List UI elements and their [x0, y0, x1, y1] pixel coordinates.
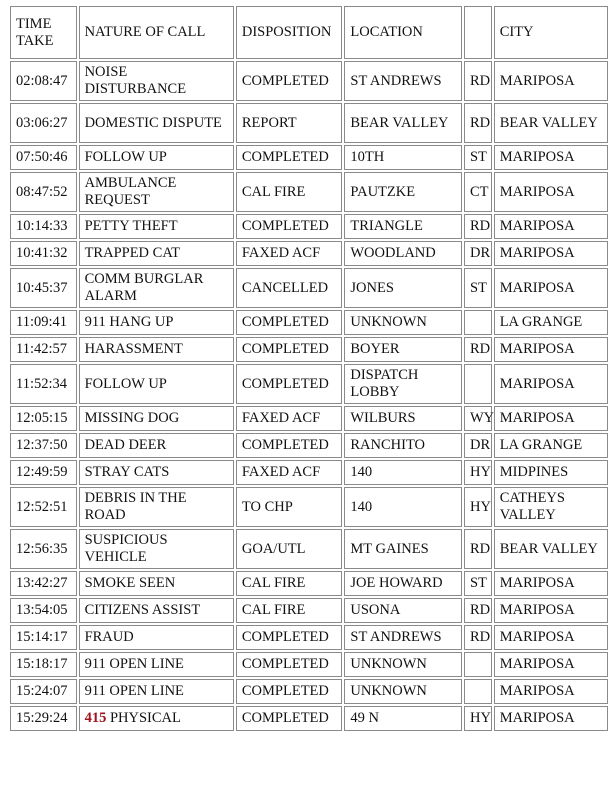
- cell-nature-of-call: DOMESTIC DISPUTE: [79, 103, 234, 143]
- cell-city: MARIPOSA: [494, 625, 608, 650]
- cell-nature-of-call: MISSING DOG: [79, 406, 234, 431]
- cell-nature-of-call: PETTY THEFT: [79, 214, 234, 239]
- cell-disposition: COMPLETED: [236, 625, 343, 650]
- cell-suffix: WY: [464, 406, 492, 431]
- cell-city: LA GRANGE: [494, 433, 608, 458]
- cell-time: 02:08:47: [10, 61, 77, 101]
- cell-location: UNKNOWN: [344, 310, 462, 335]
- cell-suffix: RD: [464, 214, 492, 239]
- cell-time: 07:50:46: [10, 145, 77, 170]
- cell-time: 12:37:50: [10, 433, 77, 458]
- cell-nature-of-call: FOLLOW UP: [79, 364, 234, 404]
- cell-time: 11:52:34: [10, 364, 77, 404]
- table-body: [10, 61, 608, 731]
- cell-suffix: [464, 310, 492, 335]
- table-row: [10, 598, 608, 623]
- cell-location: ST ANDREWS: [344, 61, 462, 101]
- cell-disposition: CAL FIRE: [236, 598, 343, 623]
- cell-suffix: HY: [464, 706, 492, 731]
- cell-time: 12:49:59: [10, 460, 77, 485]
- cell-location: BOYER: [344, 337, 462, 362]
- cell-nature-of-call: 911 HANG UP: [79, 310, 234, 335]
- cell-location: MT GAINES: [344, 529, 462, 569]
- cell-disposition: FAXED ACF: [236, 460, 343, 485]
- cell-city: MARIPOSA: [494, 679, 608, 704]
- cell-disposition: GOA/UTL: [236, 529, 343, 569]
- cell-city: MIDPINES: [494, 460, 608, 485]
- cell-nature-of-call: 911 OPEN LINE: [79, 652, 234, 677]
- cell-city: MARIPOSA: [494, 571, 608, 596]
- cell-nature-of-call: SUSPICIOUS VEHICLE: [79, 529, 234, 569]
- cell-city: LA GRANGE: [494, 310, 608, 335]
- cell-time: 12:05:15: [10, 406, 77, 431]
- cell-location: RANCHITO: [344, 433, 462, 458]
- cell-time: 08:47:52: [10, 172, 77, 212]
- cell-time: 13:54:05: [10, 598, 77, 623]
- cell-nature-of-call: TRAPPED CAT: [79, 241, 234, 266]
- cell-suffix: [464, 364, 492, 404]
- cell-time: 15:29:24: [10, 706, 77, 731]
- table-row: [10, 364, 608, 404]
- cell-nature-of-call: DEAD DEER: [79, 433, 234, 458]
- cell-disposition: COMPLETED: [236, 214, 343, 239]
- cell-city: BEAR VALLEY: [494, 103, 608, 143]
- cell-location: JOE HOWARD: [344, 571, 462, 596]
- cell-disposition: COMPLETED: [236, 706, 343, 731]
- cell-location: UNKNOWN: [344, 652, 462, 677]
- table-row: [10, 145, 608, 170]
- cell-nature-of-call: FRAUD: [79, 625, 234, 650]
- cell-disposition: COMPLETED: [236, 337, 343, 362]
- table-row: [10, 433, 608, 458]
- cell-suffix: RD: [464, 529, 492, 569]
- cell-location: USONA: [344, 598, 462, 623]
- cell-city: MARIPOSA: [494, 268, 608, 308]
- cell-city: MARIPOSA: [494, 364, 608, 404]
- table-row: [10, 679, 608, 704]
- cell-suffix: DR: [464, 241, 492, 266]
- cell-location: 10TH: [344, 145, 462, 170]
- cell-location: JONES: [344, 268, 462, 308]
- cell-disposition: COMPLETED: [236, 433, 343, 458]
- header-disposition: DISPOSITION: [236, 6, 343, 59]
- cell-disposition: FAXED ACF: [236, 406, 343, 431]
- table-row: [10, 529, 608, 569]
- table-row: [10, 625, 608, 650]
- cell-city: MARIPOSA: [494, 145, 608, 170]
- cell-city: MARIPOSA: [494, 172, 608, 212]
- header-time: TIME TAKE: [10, 6, 77, 59]
- cell-disposition: CAL FIRE: [236, 172, 343, 212]
- cell-location: TRIANGLE: [344, 214, 462, 239]
- cell-location: 140: [344, 487, 462, 527]
- table-row: [10, 406, 608, 431]
- cell-time: 10:14:33: [10, 214, 77, 239]
- header-location: LOCATION: [344, 6, 462, 59]
- cell-time: 10:41:32: [10, 241, 77, 266]
- nature-text: PHYSICAL: [109, 710, 181, 726]
- cell-time: 15:24:07: [10, 679, 77, 704]
- cell-location: WILBURS: [344, 406, 462, 431]
- cell-time: 12:52:51: [10, 487, 77, 527]
- header-suffix: [464, 6, 492, 59]
- table-row: [10, 706, 608, 731]
- cell-nature-of-call: AMBULANCE REQUEST: [79, 172, 234, 212]
- cell-city: MARIPOSA: [494, 61, 608, 101]
- cell-disposition: CAL FIRE: [236, 571, 343, 596]
- cell-disposition: COMPLETED: [236, 364, 343, 404]
- cell-nature-of-call: FOLLOW UP: [79, 145, 234, 170]
- cell-time: 15:14:17: [10, 625, 77, 650]
- cell-nature-of-call: [79, 706, 234, 731]
- cell-location: WOODLAND: [344, 241, 462, 266]
- cell-location: ST ANDREWS: [344, 625, 462, 650]
- cell-time: 12:56:35: [10, 529, 77, 569]
- table-row: [10, 460, 608, 485]
- cell-suffix: RD: [464, 103, 492, 143]
- cell-location: 49 N: [344, 706, 462, 731]
- cell-disposition: COMPLETED: [236, 679, 343, 704]
- cell-time: 03:06:27: [10, 103, 77, 143]
- cell-time: 13:42:27: [10, 571, 77, 596]
- cell-suffix: ST: [464, 268, 492, 308]
- cell-location: PAUTZKE: [344, 172, 462, 212]
- header-city: CITY: [494, 6, 608, 59]
- cell-city: BEAR VALLEY: [494, 529, 608, 569]
- cell-suffix: RD: [464, 625, 492, 650]
- cell-suffix: RD: [464, 61, 492, 101]
- table-row: [10, 61, 608, 101]
- cell-suffix: ST: [464, 145, 492, 170]
- cell-city: MARIPOSA: [494, 241, 608, 266]
- cell-suffix: HY: [464, 487, 492, 527]
- header-row: [10, 6, 608, 59]
- cell-city: MARIPOSA: [494, 652, 608, 677]
- table-row: [10, 487, 608, 527]
- cell-location: UNKNOWN: [344, 679, 462, 704]
- cell-location: DISPATCH LOBBY: [344, 364, 462, 404]
- cell-city: MARIPOSA: [494, 214, 608, 239]
- cell-suffix: ST: [464, 571, 492, 596]
- cell-nature-of-call: STRAY CATS: [79, 460, 234, 485]
- cell-nature-of-call: COMM BURGLAR ALARM: [79, 268, 234, 308]
- cell-suffix: [464, 652, 492, 677]
- cell-suffix: RD: [464, 598, 492, 623]
- table-row: [10, 337, 608, 362]
- cell-city: MARIPOSA: [494, 706, 608, 731]
- cell-nature-of-call: HARASSMENT: [79, 337, 234, 362]
- cell-suffix: [464, 679, 492, 704]
- cell-city: MARIPOSA: [494, 406, 608, 431]
- cell-disposition: REPORT: [236, 103, 343, 143]
- table-row: [10, 571, 608, 596]
- cell-disposition: COMPLETED: [236, 310, 343, 335]
- cell-disposition: COMPLETED: [236, 652, 343, 677]
- cell-suffix: HY: [464, 460, 492, 485]
- cell-nature-of-call: DEBRIS IN THE ROAD: [79, 487, 234, 527]
- cell-location: BEAR VALLEY: [344, 103, 462, 143]
- cell-disposition: TO CHP: [236, 487, 343, 527]
- call-log-table: [8, 4, 610, 733]
- cell-disposition: COMPLETED: [236, 61, 343, 101]
- cell-time: 15:18:17: [10, 652, 77, 677]
- table-row: [10, 652, 608, 677]
- cell-suffix: RD: [464, 337, 492, 362]
- cell-time: 11:09:41: [10, 310, 77, 335]
- penal-code-number: 415: [84, 710, 107, 726]
- table-row: [10, 172, 608, 212]
- cell-suffix: CT: [464, 172, 492, 212]
- cell-location: 140: [344, 460, 462, 485]
- cell-time: 11:42:57: [10, 337, 77, 362]
- cell-city: CATHEYS VALLEY: [494, 487, 608, 527]
- cell-nature-of-call: SMOKE SEEN: [79, 571, 234, 596]
- table-row: [10, 310, 608, 335]
- cell-nature-of-call: 911 OPEN LINE: [79, 679, 234, 704]
- header-nature-of-call: NATURE OF CALL: [79, 6, 234, 59]
- cell-time: 10:45:37: [10, 268, 77, 308]
- table-row: [10, 241, 608, 266]
- table-row: [10, 103, 608, 143]
- cell-disposition: CANCELLED: [236, 268, 343, 308]
- cell-nature-of-call: CITIZENS ASSIST: [79, 598, 234, 623]
- cell-disposition: COMPLETED: [236, 145, 343, 170]
- cell-suffix: DR: [464, 433, 492, 458]
- cell-city: MARIPOSA: [494, 598, 608, 623]
- cell-city: MARIPOSA: [494, 337, 608, 362]
- cell-nature-of-call: NOISE DISTURBANCE: [79, 61, 234, 101]
- table-row: [10, 214, 608, 239]
- cell-disposition: FAXED ACF: [236, 241, 343, 266]
- table-row: [10, 268, 608, 308]
